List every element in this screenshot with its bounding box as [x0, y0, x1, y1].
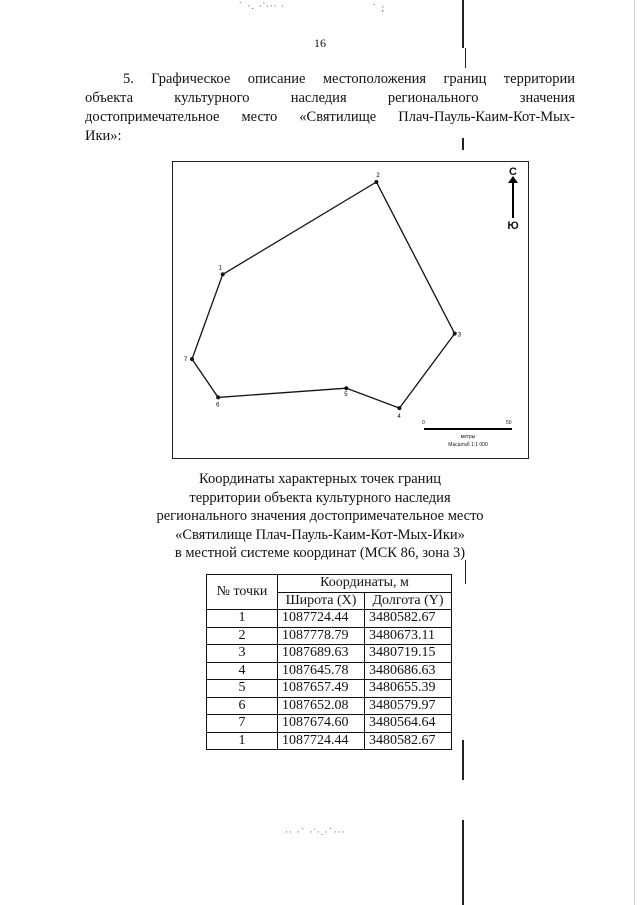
boundary-point-label: 1	[218, 265, 223, 272]
boundary-point-label: 7	[184, 357, 188, 364]
header-coordinates: Координаты, м	[278, 575, 452, 593]
scan-artifact-top-2: ˙ ;	[372, 4, 386, 14]
cell-longitude: 3480564.64	[365, 715, 452, 733]
scale-end-label: 50	[506, 420, 512, 426]
caption-line: в местной системе координат (МСК 86, зона 3)	[174, 545, 466, 561]
header-latitude: Широта (X)	[278, 592, 365, 610]
section-paragraph	[85, 70, 575, 146]
cell-point: 3	[207, 645, 278, 663]
cell-point: 6	[207, 697, 278, 715]
cell-point: 1	[207, 732, 278, 750]
table-row	[207, 645, 452, 663]
cell-point: 7	[207, 715, 278, 733]
scale-bar-line	[424, 428, 512, 430]
scan-artifact-bottom: ·· ·˙ ·‵·.·˙···	[285, 828, 346, 838]
caption-line: территории объекта культурного наследия	[189, 489, 451, 506]
coordinates-table	[206, 574, 452, 750]
paragraph-line: 5. Графическое описание местоположения границ территории	[123, 71, 575, 87]
binding-line-bottom	[462, 820, 464, 905]
boundary-point-label: 2	[376, 173, 380, 179]
paragraph-line: объекта культурного наследия регионального значения	[85, 90, 575, 106]
binding-line-table	[465, 560, 466, 584]
table-row	[207, 715, 452, 733]
boundary-point-1	[221, 272, 225, 276]
boundary-point-7	[190, 357, 194, 361]
cell-latitude: 1087778.79	[278, 627, 365, 645]
caption-line: Координаты характерных точек границ	[199, 471, 441, 487]
cell-point: 5	[207, 680, 278, 698]
binding-line-low	[462, 740, 464, 780]
binding-line-top-2	[465, 48, 466, 68]
scan-edge-line	[634, 0, 635, 905]
caption-line: регионального значения достопримечательное место	[156, 508, 484, 524]
table-row	[207, 610, 452, 628]
cell-point: 4	[207, 662, 278, 680]
table-caption	[120, 470, 520, 563]
paragraph-line: достопримечательное место «Святилище Плач-Пауль-Каим-Кот-Мых-	[85, 109, 575, 125]
scale-ratio-label: Масштаб 1:1 000	[448, 442, 488, 448]
header-longitude: Долгота (Y)	[365, 592, 452, 610]
boundary-point-label: 5	[344, 392, 348, 399]
table-row	[207, 680, 452, 698]
cell-latitude: 1087645.78	[278, 662, 365, 680]
page-number: 16	[314, 36, 326, 50]
cell-latitude: 1087724.44	[278, 610, 365, 628]
cell-longitude: 3480686.63	[365, 662, 452, 680]
table-row	[207, 662, 452, 680]
cell-point: 1	[207, 610, 278, 628]
cell-longitude: 3480579.97	[365, 697, 452, 715]
boundary-point-label: 3	[457, 332, 462, 339]
cell-latitude: 1087689.63	[278, 645, 365, 663]
boundary-point-6	[216, 395, 220, 399]
caption-line: «Святилище Плач-Пауль-Каим-Кот-Мых-Ики»	[175, 526, 465, 543]
boundary-map	[172, 161, 529, 459]
boundary-point-4	[397, 406, 401, 410]
boundary-point-2	[374, 180, 378, 184]
boundary-point-label: 6	[216, 402, 220, 409]
north-label: С	[509, 166, 517, 178]
cell-longitude: 3480582.67	[365, 610, 452, 628]
scale-units-label: метры	[460, 434, 476, 440]
header-point: № точки	[207, 575, 278, 610]
cell-point: 2	[207, 627, 278, 645]
scan-artifact-top: ˙ ·. ·‵··· ·	[238, 2, 286, 12]
cell-latitude: 1087652.08	[278, 697, 365, 715]
south-label: Ю	[507, 220, 519, 232]
table-row	[207, 732, 452, 750]
boundary-point-5	[344, 386, 348, 390]
north-arrow-icon	[512, 180, 514, 218]
territory-boundary-polygon	[192, 182, 455, 408]
cell-latitude: 1087657.49	[278, 680, 365, 698]
cell-longitude: 3480673.11	[365, 627, 452, 645]
scale-bar	[420, 420, 516, 454]
scale-start-label: 0	[422, 420, 425, 426]
cell-latitude: 1087674.60	[278, 715, 365, 733]
cell-latitude: 1087724.44	[278, 732, 365, 750]
boundary-point-3	[453, 332, 457, 336]
table-row	[207, 627, 452, 645]
cell-longitude: 3480582.67	[365, 732, 452, 750]
cell-longitude: 3480655.39	[365, 680, 452, 698]
boundary-map-svg	[173, 162, 528, 458]
table-row	[207, 697, 452, 715]
cell-longitude: 3480719.15	[365, 645, 452, 663]
paragraph-line: Ики»:	[85, 128, 122, 144]
boundary-point-label: 4	[397, 414, 401, 421]
